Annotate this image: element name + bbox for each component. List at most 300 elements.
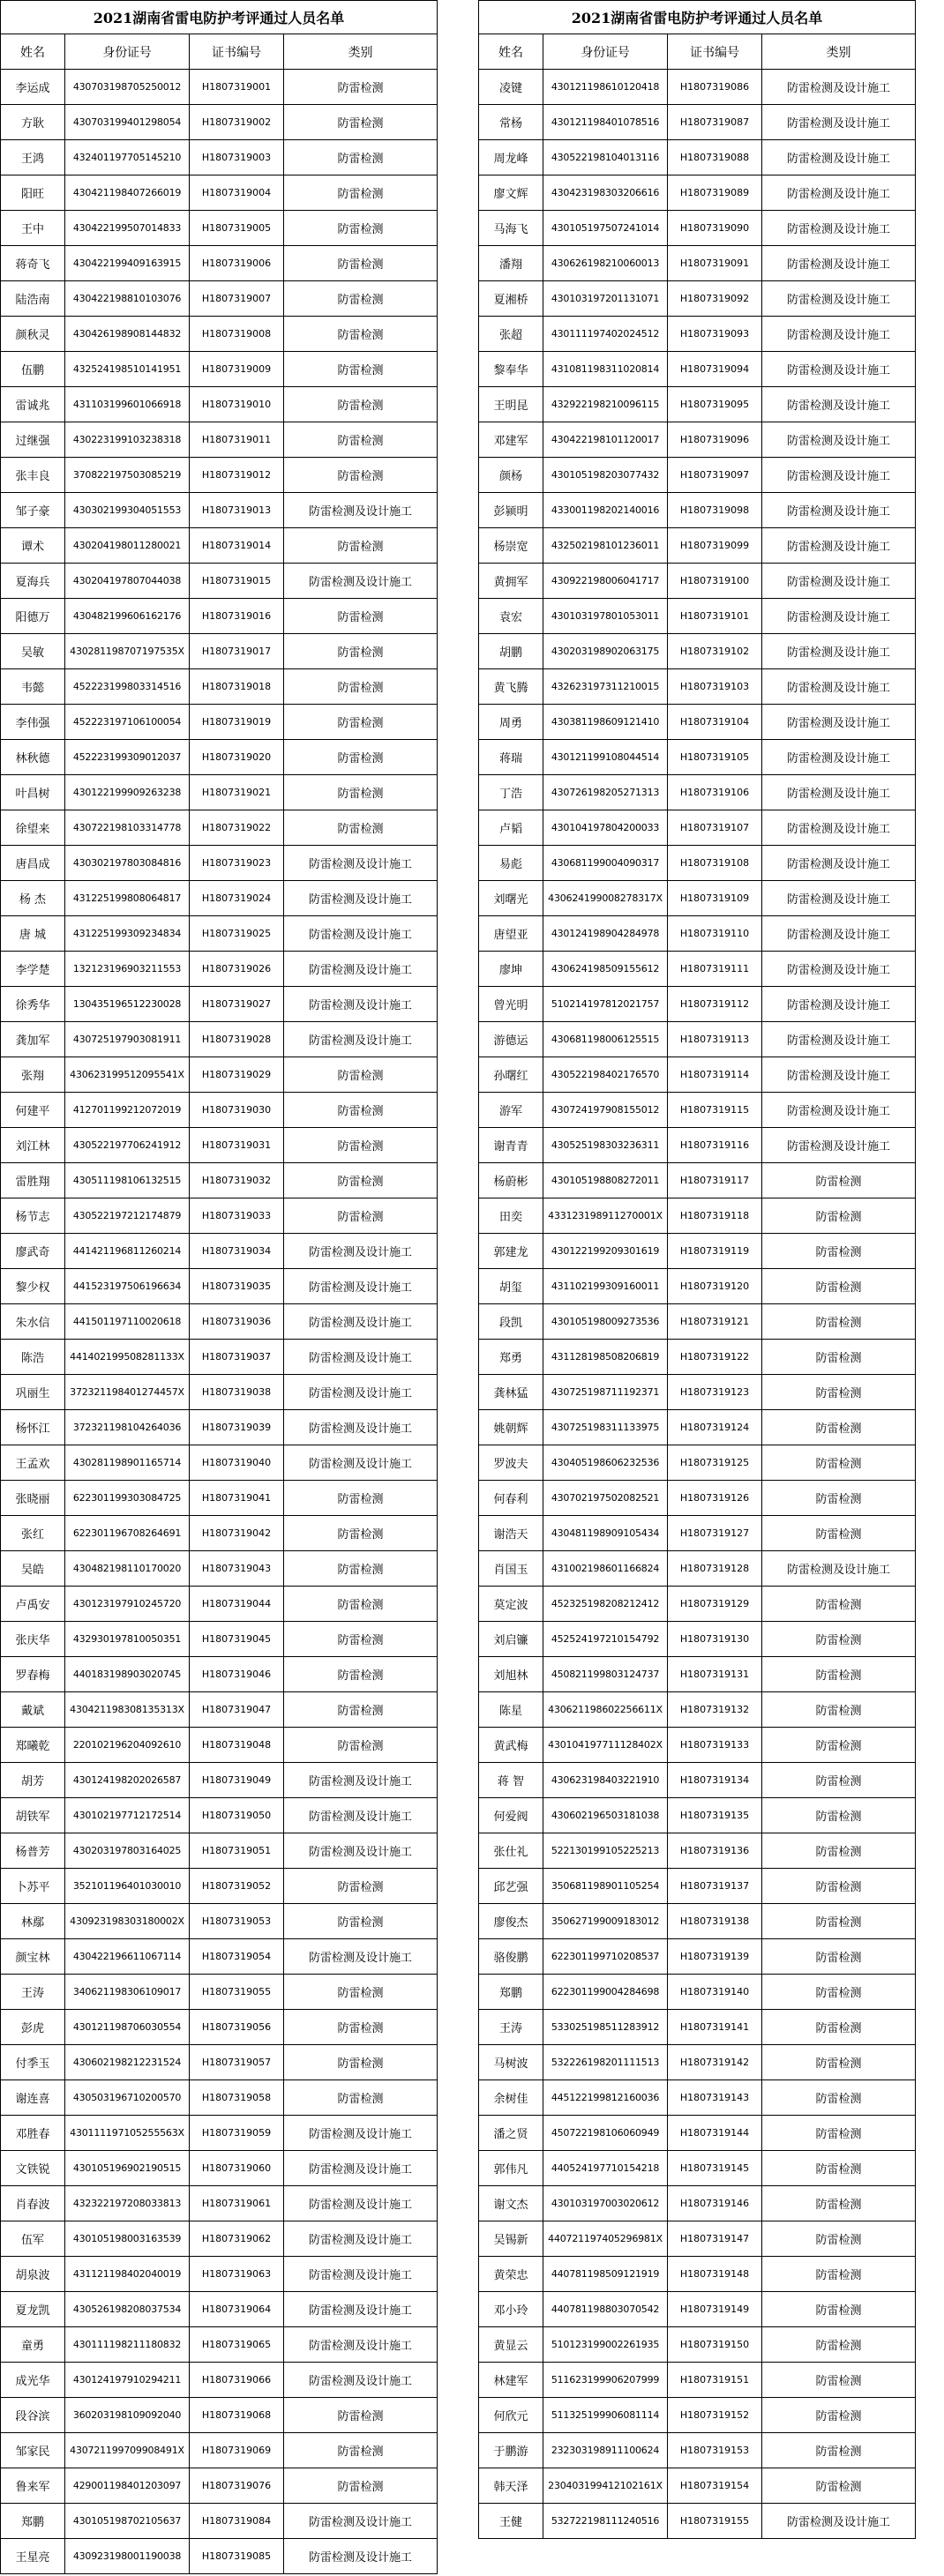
table-row <box>479 1833 916 1869</box>
category-cell: 防雷检测及设计施工 <box>762 1057 916 1093</box>
category-cell: 防雷检测 <box>762 1869 916 1904</box>
id-number-cell: 430103197201131071 <box>543 281 668 317</box>
table-row <box>1 2468 438 2504</box>
certificate-number-cell: H1807319152 <box>668 2398 762 2433</box>
person-name-cell: 段凯 <box>479 1304 543 1340</box>
right-header-type: 类别 <box>762 34 916 70</box>
person-name-cell: 廖武奇 <box>1 1234 65 1269</box>
category-cell: 防雷检测 <box>762 1163 916 1198</box>
person-name-cell: 陈星 <box>479 1692 543 1728</box>
table-row <box>479 1975 916 2010</box>
id-number-cell: 452524197210154792 <box>543 1622 668 1657</box>
person-name-cell: 王涛 <box>479 2010 543 2045</box>
category-cell: 防雷检测 <box>284 140 438 175</box>
table-row <box>479 2186 916 2221</box>
id-number-cell: 450821199803124737 <box>543 1657 668 1692</box>
person-name-cell: 童勇 <box>1 2327 65 2363</box>
certificate-number-cell: H1807319041 <box>190 1481 284 1516</box>
id-number-cell: 429001198401203097 <box>65 2468 190 2504</box>
table-row <box>479 140 916 175</box>
table-row <box>1 458 438 493</box>
table-row <box>479 2151 916 2186</box>
certificate-number-cell: H1807319099 <box>668 528 762 564</box>
category-cell: 防雷检测 <box>762 1410 916 1445</box>
category-cell: 防雷检测 <box>762 1904 916 1939</box>
category-cell: 防雷检测及设计施工 <box>762 952 916 987</box>
category-cell: 防雷检测 <box>284 70 438 105</box>
person-name-cell: 潘翔 <box>479 246 543 281</box>
person-name-cell: 唐 城 <box>1 916 65 952</box>
id-number-cell: 430422199409163915 <box>65 246 190 281</box>
category-cell: 防雷检测及设计施工 <box>762 916 916 952</box>
category-cell: 防雷检测及设计施工 <box>284 952 438 987</box>
category-cell: 防雷检测 <box>284 810 438 846</box>
person-name-cell: 文铁锐 <box>1 2151 65 2186</box>
table-row <box>479 528 916 564</box>
category-cell: 防雷检测及设计施工 <box>762 775 916 810</box>
certificate-number-cell: H1807319127 <box>668 1516 762 1551</box>
id-number-cell: 430423198303206616 <box>543 175 668 211</box>
id-number-cell: 440721197405296981X <box>543 2221 668 2257</box>
category-cell: 防雷检测 <box>284 1516 438 1551</box>
category-cell: 防雷检测 <box>762 1763 916 1798</box>
category-cell: 防雷检测及设计施工 <box>284 2257 438 2292</box>
certificate-number-cell: H1807319027 <box>190 987 284 1022</box>
category-cell: 防雷检测 <box>762 2292 916 2327</box>
person-name-cell: 廖俊杰 <box>479 1904 543 1939</box>
category-cell: 防雷检测 <box>762 2433 916 2468</box>
category-cell: 防雷检测 <box>284 352 438 387</box>
id-number-cell: 430104197804200033 <box>543 810 668 846</box>
certificate-number-cell: H1807319090 <box>668 211 762 246</box>
id-number-cell: 433001198202140016 <box>543 493 668 528</box>
table-row <box>479 1022 916 1057</box>
person-name-cell: 谢文杰 <box>479 2186 543 2221</box>
category-cell: 防雷检测及设计施工 <box>284 1375 438 1410</box>
table-row <box>479 952 916 987</box>
certificate-number-cell: H1807319046 <box>190 1657 284 1692</box>
category-cell: 防雷检测 <box>762 2151 916 2186</box>
person-name-cell: 蒋 智 <box>479 1763 543 1798</box>
person-name-cell: 何爱阀 <box>479 1798 543 1833</box>
category-cell: 防雷检测 <box>284 422 438 458</box>
person-name-cell: 张庆华 <box>1 1622 65 1657</box>
table-row <box>479 1763 916 1798</box>
left-header-cert: 证书编号 <box>190 34 284 70</box>
id-number-cell: 441501197110020618 <box>65 1304 190 1340</box>
certificate-number-cell: H1807319104 <box>668 705 762 740</box>
table-row <box>479 634 916 669</box>
table-row <box>1 2151 438 2186</box>
table-row <box>479 1481 916 1516</box>
certificate-number-cell: H1807319091 <box>668 246 762 281</box>
table-row <box>1 1798 438 1833</box>
category-cell: 防雷检测及设计施工 <box>762 493 916 528</box>
id-number-cell: 430103197003020612 <box>543 2186 668 2221</box>
category-cell: 防雷检测及设计施工 <box>284 1798 438 1833</box>
table-row <box>479 881 916 916</box>
category-cell: 防雷检测 <box>762 1445 916 1481</box>
id-number-cell: 430105198808272011 <box>543 1163 668 1198</box>
certificate-number-cell: H1807319019 <box>190 705 284 740</box>
certificate-number-cell: H1807319145 <box>668 2151 762 2186</box>
person-name-cell: 胡玺 <box>479 1269 543 1304</box>
category-cell: 防雷检测及设计施工 <box>284 916 438 952</box>
certificate-number-cell: H1807319060 <box>190 2151 284 2186</box>
table-row <box>479 810 916 846</box>
person-name-cell: 颜宝林 <box>1 1939 65 1975</box>
id-number-cell: 430725198711192371 <box>543 1375 668 1410</box>
person-name-cell: 黄飞腾 <box>479 669 543 705</box>
certificate-number-cell: H1807319149 <box>668 2292 762 2327</box>
table-row <box>479 458 916 493</box>
category-cell: 防雷检测 <box>762 2257 916 2292</box>
category-cell: 防雷检测及设计施工 <box>762 740 916 775</box>
id-number-cell: 430482199606162176 <box>65 599 190 634</box>
person-name-cell: 潘之贤 <box>479 2116 543 2151</box>
person-name-cell: 方耿 <box>1 105 65 140</box>
person-name-cell: 张红 <box>1 1516 65 1551</box>
person-name-cell: 陈浩 <box>1 1340 65 1375</box>
table-row <box>479 2327 916 2363</box>
table-row <box>479 705 916 740</box>
id-number-cell: 352101196401030010 <box>65 1869 190 1904</box>
person-name-cell: 王健 <box>479 2504 543 2539</box>
certificate-number-cell: H1807319122 <box>668 1340 762 1375</box>
category-cell: 防雷检测 <box>762 1692 916 1728</box>
table-row <box>479 2504 916 2539</box>
certificate-number-cell: H1807319103 <box>668 669 762 705</box>
category-cell: 防雷检测 <box>284 1904 438 1939</box>
id-number-cell: 431121198402040019 <box>65 2257 190 2292</box>
id-number-cell: 430105197507241014 <box>543 211 668 246</box>
certificate-number-cell: H1807319032 <box>190 1163 284 1198</box>
id-number-cell: 452325198208212412 <box>543 1587 668 1622</box>
person-name-cell: 张晓丽 <box>1 1481 65 1516</box>
id-number-cell: 430726198205271313 <box>543 775 668 810</box>
person-name-cell: 谢连喜 <box>1 2080 65 2116</box>
certificate-number-cell: H1807319066 <box>190 2363 284 2398</box>
person-name-cell: 雷诚兆 <box>1 387 65 422</box>
certificate-number-cell: H1807319130 <box>668 1622 762 1657</box>
id-number-cell: 220102196204092610 <box>65 1728 190 1763</box>
certificate-number-cell: H1807319062 <box>190 2221 284 2257</box>
table-row <box>1 246 438 281</box>
table-row <box>1 2010 438 2045</box>
table-row <box>1 916 438 952</box>
person-name-cell: 黄显云 <box>479 2327 543 2363</box>
id-number-cell: 511325199906081114 <box>543 2398 668 2433</box>
category-cell: 防雷检测及设计施工 <box>284 1269 438 1304</box>
certificate-number-cell: H1807319129 <box>668 1587 762 1622</box>
category-cell: 防雷检测 <box>284 1093 438 1128</box>
table-row <box>1 1163 438 1198</box>
certificate-number-cell: H1807319113 <box>668 1022 762 1057</box>
id-number-cell: 430105198702105637 <box>65 2504 190 2539</box>
person-name-cell: 谭术 <box>1 528 65 564</box>
table-row <box>1 1198 438 1234</box>
person-name-cell: 刘曙光 <box>479 881 543 916</box>
category-cell: 防雷检测 <box>284 634 438 669</box>
id-number-cell: 430105196902190515 <box>65 2151 190 2186</box>
certificate-number-cell: H1807319023 <box>190 846 284 881</box>
category-cell: 防雷检测及设计施工 <box>762 669 916 705</box>
certificate-number-cell: H1807319134 <box>668 1763 762 1798</box>
certificate-number-cell: H1807319107 <box>668 810 762 846</box>
category-cell: 防雷检测及设计施工 <box>284 987 438 1022</box>
certificate-number-cell: H1807319043 <box>190 1551 284 1587</box>
certificate-number-cell: H1807319010 <box>190 387 284 422</box>
certificate-number-cell: H1807319052 <box>190 1869 284 1904</box>
certificate-number-cell: H1807319065 <box>190 2327 284 2363</box>
table-row <box>1 1128 438 1163</box>
certificate-number-cell: H1807319089 <box>668 175 762 211</box>
category-cell: 防雷检测 <box>284 669 438 705</box>
id-number-cell: 430511198106132515 <box>65 1163 190 1198</box>
table-row <box>1 2045 438 2080</box>
id-number-cell: 432401197705145210 <box>65 140 190 175</box>
certificate-number-cell: H1807319042 <box>190 1516 284 1551</box>
person-name-cell: 罗波夫 <box>479 1445 543 1481</box>
id-number-cell: 452223199309012037 <box>65 740 190 775</box>
id-number-cell: 430111197402024512 <box>543 317 668 352</box>
certificate-number-cell: H1807319029 <box>190 1057 284 1093</box>
id-number-cell: 431002198601166824 <box>543 1551 668 1587</box>
person-name-cell: 唐昌成 <box>1 846 65 881</box>
category-cell: 防雷检测及设计施工 <box>762 599 916 634</box>
id-number-cell: 132123196903211553 <box>65 952 190 987</box>
certificate-number-cell: H1807319037 <box>190 1340 284 1375</box>
person-name-cell: 周勇 <box>479 705 543 740</box>
table-row <box>1 1445 438 1481</box>
table-row <box>1 2257 438 2292</box>
id-number-cell: 430121198610120418 <box>543 70 668 105</box>
person-name-cell: 卜苏平 <box>1 1869 65 1904</box>
table-row <box>1 1869 438 1904</box>
person-name-cell: 龚加军 <box>1 1022 65 1057</box>
person-name-cell: 罗春梅 <box>1 1657 65 1692</box>
category-cell: 防雷检测 <box>762 1728 916 1763</box>
table-row <box>1 2363 438 2398</box>
person-name-cell: 胡铁军 <box>1 1798 65 1833</box>
person-name-cell: 林建军 <box>479 2363 543 2398</box>
certificate-number-cell: H1807319064 <box>190 2292 284 2327</box>
certificate-number-cell: H1807319055 <box>190 1975 284 2010</box>
id-number-cell: 430522198402176570 <box>543 1057 668 1093</box>
category-cell: 防雷检测 <box>284 2080 438 2116</box>
table-row <box>1 564 438 599</box>
person-name-cell: 莫定波 <box>479 1587 543 1622</box>
category-cell: 防雷检测 <box>762 2398 916 2433</box>
category-cell: 防雷检测及设计施工 <box>284 2292 438 2327</box>
id-number-cell: 431225199309234834 <box>65 916 190 952</box>
certificate-number-cell: H1807319015 <box>190 564 284 599</box>
id-number-cell: 431225199808064817 <box>65 881 190 916</box>
certificate-number-cell: H1807319088 <box>668 140 762 175</box>
left-header-name: 姓名 <box>1 34 65 70</box>
table-row <box>1 1093 438 1128</box>
id-number-cell: 430421198407266019 <box>65 175 190 211</box>
person-name-cell: 廖坤 <box>479 952 543 987</box>
id-number-cell: 430725198311133975 <box>543 1410 668 1445</box>
id-number-cell: 430103197801053011 <box>543 599 668 634</box>
table-row <box>1 952 438 987</box>
certificate-number-cell: H1807319045 <box>190 1622 284 1657</box>
certificate-number-cell: H1807319118 <box>668 1198 762 1234</box>
table-row <box>1 810 438 846</box>
certificate-number-cell: H1807319142 <box>668 2045 762 2080</box>
table-row <box>1 1057 438 1093</box>
category-cell: 防雷检测及设计施工 <box>284 493 438 528</box>
certificate-number-cell: H1807319069 <box>190 2433 284 2468</box>
certificate-number-cell: H1807319143 <box>668 2080 762 2116</box>
category-cell: 防雷检测及设计施工 <box>762 211 916 246</box>
table-row <box>479 387 916 422</box>
table-row <box>1 1340 438 1375</box>
category-cell: 防雷检测及设计施工 <box>284 1833 438 1869</box>
id-number-cell: 445122199812160036 <box>543 2080 668 2116</box>
person-name-cell: 常杨 <box>479 105 543 140</box>
certificate-number-cell: H1807319111 <box>668 952 762 987</box>
table-row <box>479 1234 916 1269</box>
certificate-number-cell: H1807319018 <box>190 669 284 705</box>
person-name-cell: 吴皓 <box>1 1551 65 1587</box>
category-cell: 防雷检测 <box>284 2045 438 2080</box>
id-number-cell: 431128198508206819 <box>543 1340 668 1375</box>
table-row <box>479 916 916 952</box>
id-number-cell: 430281198707197535X <box>65 634 190 669</box>
person-name-cell: 邱艺强 <box>479 1869 543 1904</box>
certificate-number-cell: H1807319155 <box>668 2504 762 2539</box>
category-cell: 防雷检测 <box>284 1481 438 1516</box>
table-row <box>1 1481 438 1516</box>
person-name-cell: 段谷滨 <box>1 2398 65 2433</box>
table-row <box>479 281 916 317</box>
table-row <box>479 2257 916 2292</box>
certificate-number-cell: H1807319106 <box>668 775 762 810</box>
category-cell: 防雷检测及设计施工 <box>762 458 916 493</box>
certificate-number-cell: H1807319151 <box>668 2363 762 2398</box>
person-name-cell: 杨 杰 <box>1 881 65 916</box>
id-number-cell: 430526198208037534 <box>65 2292 190 2327</box>
table-row <box>479 105 916 140</box>
table-row <box>479 2398 916 2433</box>
certificate-number-cell: H1807319108 <box>668 846 762 881</box>
table-row <box>479 1445 916 1481</box>
table-row <box>1 1304 438 1340</box>
person-name-cell: 易彪 <box>479 846 543 881</box>
table-row <box>1 2433 438 2468</box>
certificate-number-cell: H1807319139 <box>668 1939 762 1975</box>
category-cell: 防雷检测及设计施工 <box>762 810 916 846</box>
table-row <box>479 669 916 705</box>
id-number-cell: 430111197105255563X <box>65 2116 190 2151</box>
person-name-cell: 陆浩南 <box>1 281 65 317</box>
person-name-cell: 马海飞 <box>479 211 543 246</box>
id-number-cell: 431102199309160011 <box>543 1269 668 1304</box>
category-cell: 防雷检测 <box>284 387 438 422</box>
certificate-number-cell: H1807319063 <box>190 2257 284 2292</box>
id-number-cell: 430703199401298054 <box>65 105 190 140</box>
certificate-number-cell: H1807319095 <box>668 387 762 422</box>
person-name-cell: 朱水信 <box>1 1304 65 1340</box>
category-cell: 防雷检测 <box>284 1975 438 2010</box>
category-cell: 防雷检测 <box>284 1587 438 1622</box>
id-number-cell: 440781198803070542 <box>543 2292 668 2327</box>
category-cell: 防雷检测 <box>284 599 438 634</box>
certificate-number-cell: H1807319141 <box>668 2010 762 2045</box>
id-number-cell: 372321198104264036 <box>65 1410 190 1445</box>
person-name-cell: 吴锡新 <box>479 2221 543 2257</box>
certificate-number-cell: H1807319115 <box>668 1093 762 1128</box>
id-number-cell: 430122199909263238 <box>65 775 190 810</box>
table-row <box>479 1198 916 1234</box>
person-name-cell: 戴斌 <box>1 1692 65 1728</box>
person-name-cell: 姚朝辉 <box>479 1410 543 1445</box>
id-number-cell: 622301199303084725 <box>65 1481 190 1516</box>
id-number-cell: 430422198810103076 <box>65 281 190 317</box>
person-name-cell: 夏海兵 <box>1 564 65 599</box>
category-cell: 防雷检测 <box>762 2080 916 2116</box>
id-number-cell: 430724197908155012 <box>543 1093 668 1128</box>
category-cell: 防雷检测 <box>762 2010 916 2045</box>
person-name-cell: 胡芳 <box>1 1763 65 1798</box>
id-number-cell: 432524198510141951 <box>65 352 190 387</box>
category-cell: 防雷检测及设计施工 <box>284 846 438 881</box>
category-cell: 防雷检测及设计施工 <box>762 246 916 281</box>
certificate-number-cell: H1807319006 <box>190 246 284 281</box>
certificate-number-cell: H1807319120 <box>668 1269 762 1304</box>
certificate-number-cell: H1807319153 <box>668 2433 762 2468</box>
table-row <box>1 1904 438 1939</box>
category-cell: 防雷检测 <box>284 775 438 810</box>
person-name-cell: 伍军 <box>1 2221 65 2257</box>
category-cell: 防雷检测 <box>762 2327 916 2363</box>
certificate-number-cell: H1807319085 <box>190 2539 284 2574</box>
category-cell: 防雷检测及设计施工 <box>284 1445 438 1481</box>
category-cell: 防雷检测 <box>284 1869 438 1904</box>
certificate-number-cell: H1807319050 <box>190 1798 284 1833</box>
table-row <box>1 2292 438 2327</box>
certificate-number-cell: H1807319057 <box>190 2045 284 2080</box>
table-row <box>1 740 438 775</box>
id-number-cell: 430111198211180832 <box>65 2327 190 2363</box>
person-name-cell: 彭虎 <box>1 2010 65 2045</box>
person-name-cell: 卢韬 <box>479 810 543 846</box>
certificate-number-cell: H1807319002 <box>190 105 284 140</box>
id-number-cell: 533025198511283912 <box>543 2010 668 2045</box>
id-number-cell: 340621198306109017 <box>65 1975 190 2010</box>
id-number-cell: 430204197807044038 <box>65 564 190 599</box>
person-name-cell: 韦懿 <box>1 669 65 705</box>
table-row <box>1 1728 438 1763</box>
category-cell: 防雷检测 <box>284 458 438 493</box>
id-number-cell: 430302197803084816 <box>65 846 190 881</box>
certificate-number-cell: H1807319097 <box>668 458 762 493</box>
category-cell: 防雷检测 <box>762 1198 916 1234</box>
certificate-number-cell: H1807319110 <box>668 916 762 952</box>
person-name-cell: 游军 <box>479 1093 543 1128</box>
table-row <box>1 1587 438 1622</box>
person-name-cell: 李伟强 <box>1 705 65 740</box>
id-number-cell: 430203197803164025 <box>65 1833 190 1869</box>
table-row <box>1 70 438 105</box>
id-number-cell: 430602196503181038 <box>543 1798 668 1833</box>
category-cell: 防雷检测 <box>762 1975 916 2010</box>
person-name-cell: 刘江林 <box>1 1128 65 1163</box>
id-number-cell: 430302199304051553 <box>65 493 190 528</box>
id-number-cell: 430124197910294211 <box>65 2363 190 2398</box>
